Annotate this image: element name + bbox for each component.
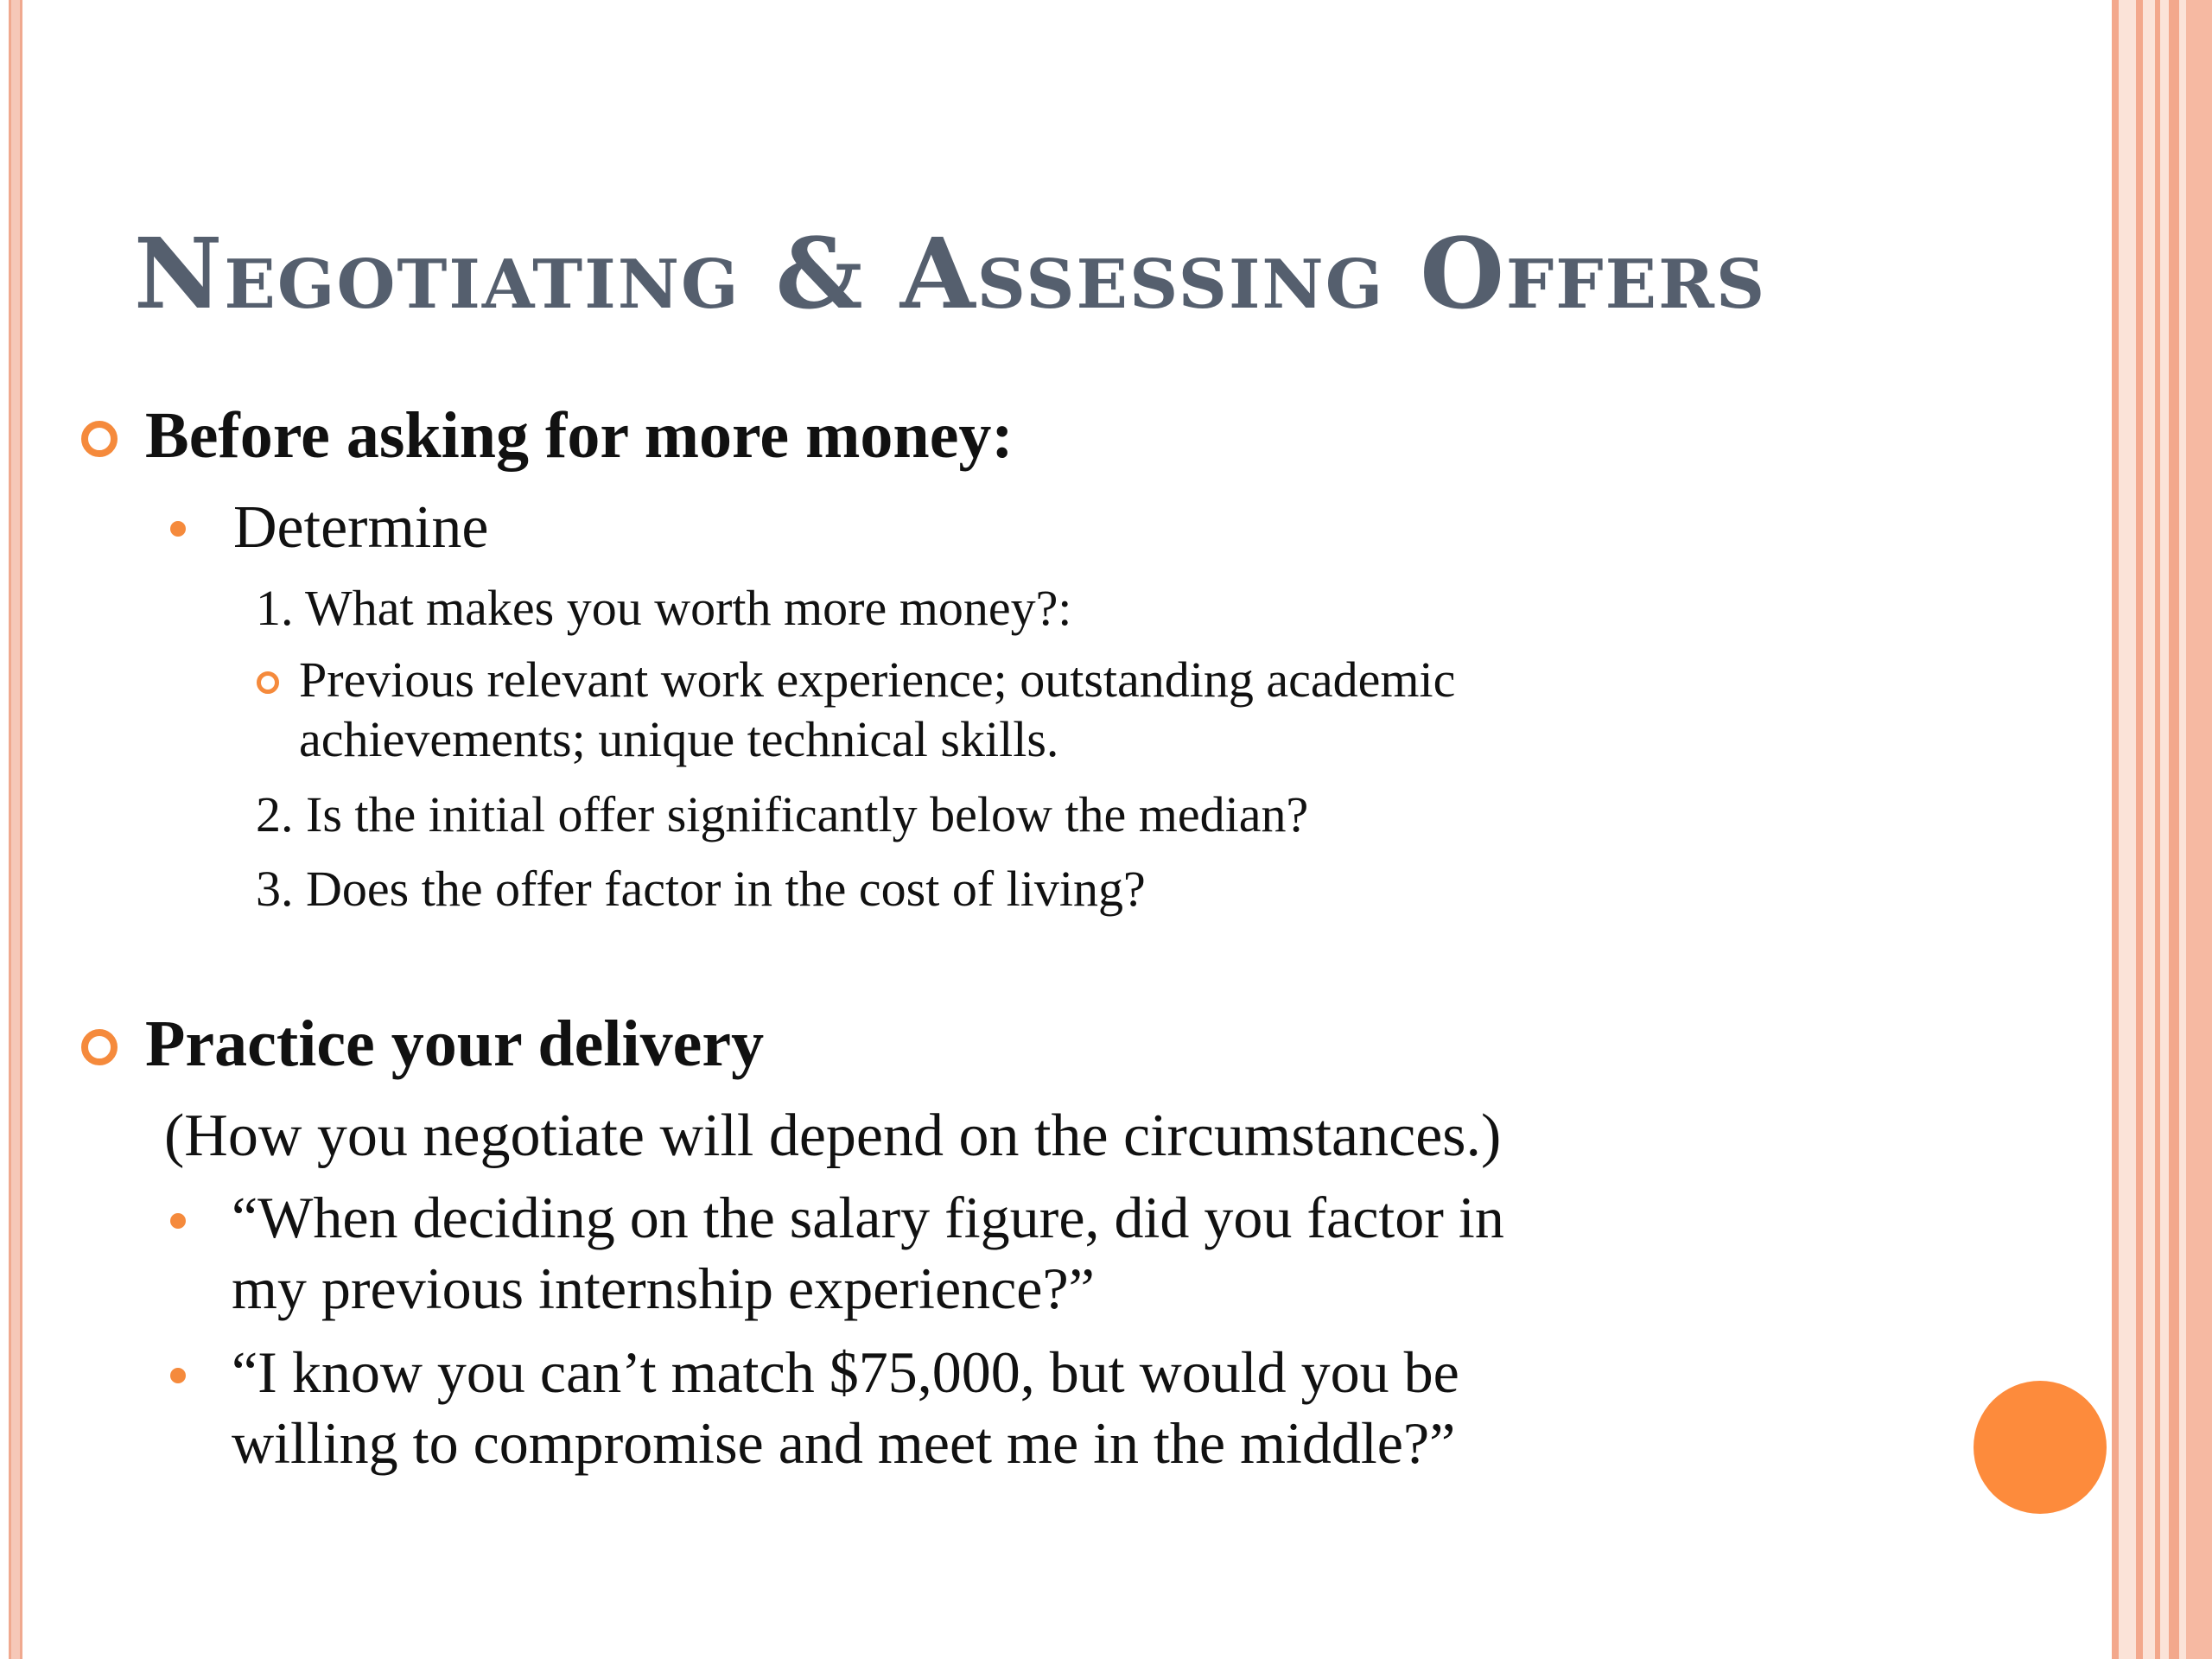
list-item-cost-of-living: 3. Does the offer factor in the cost of living? — [256, 861, 1146, 917]
quote-internship-line-2: my previous internship experience?” — [232, 1255, 1095, 1321]
slide-title: Negotiating & Assessing Offers — [134, 218, 1767, 331]
section-heading-before-asking: Before asking for more money: — [145, 399, 1014, 472]
quote-compromise-line-2: willing to compromise and meet me in the middle?” — [232, 1410, 1456, 1476]
subheading-determine: Determine — [233, 494, 489, 561]
right-border-decoration — [2112, 0, 2212, 1659]
list-item-worth-more: 1. What makes you worth more money?: — [256, 580, 1072, 636]
right-border-line — [2186, 0, 2212, 1659]
small-ring-bullet-icon — [257, 671, 279, 694]
right-border-line — [2136, 0, 2143, 1659]
ring-bullet-icon — [81, 421, 118, 457]
list-item-experience-line-1: Previous relevant work experience; outstanding academic — [299, 652, 1456, 708]
left-border-decoration — [9, 0, 22, 1659]
quote-internship-line-1: “When deciding on the salary figure, did you factor in — [232, 1185, 1504, 1250]
right-border-line — [2155, 0, 2160, 1659]
right-border-line — [2169, 0, 2179, 1659]
right-border-line — [2112, 0, 2119, 1659]
quote-compromise — [232, 1337, 1459, 1478]
list-item-experience-line-2: achievements; unique technical skills. — [299, 711, 1059, 767]
quote-internship — [232, 1182, 1504, 1324]
dot-bullet-icon — [170, 1213, 186, 1229]
quote-compromise-line-1: “I know you can’t match $75,000, but would you be — [232, 1339, 1459, 1405]
note-circumstances: (How you negotiate will depend on the circumstances.) — [164, 1103, 1502, 1169]
dot-bullet-icon — [170, 521, 186, 537]
list-item-experience — [299, 650, 1455, 769]
orange-circle-decoration — [1974, 1381, 2107, 1514]
list-item-below-median: 2. Is the initial offer significantly below the median? — [256, 786, 1309, 842]
dot-bullet-icon — [170, 1368, 186, 1383]
section-heading-practice: Practice your delivery — [145, 1007, 765, 1080]
ring-bullet-icon — [81, 1029, 118, 1065]
